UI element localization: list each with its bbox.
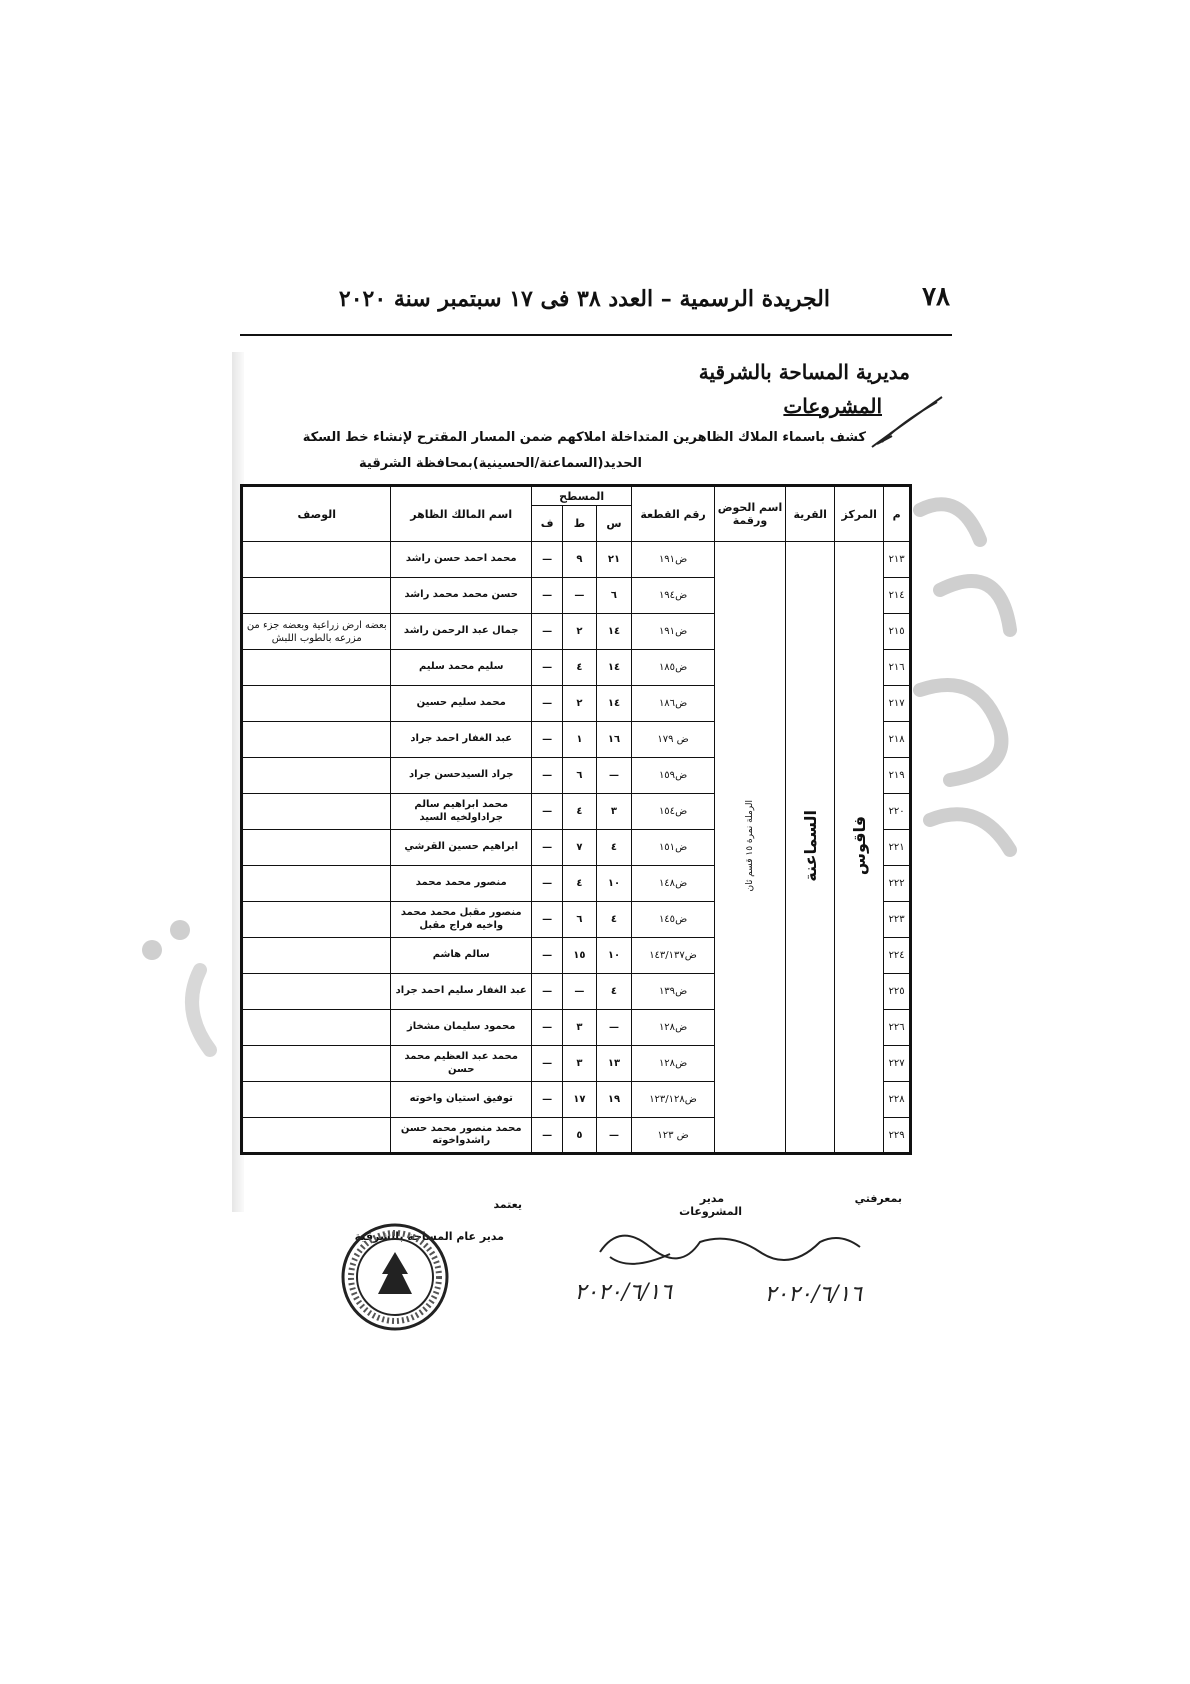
cell-description bbox=[242, 1010, 391, 1046]
cell-plot: ض١٣٩ bbox=[632, 974, 715, 1010]
cell-plot: ض١٤٣/١٣٧ bbox=[632, 938, 715, 974]
cell-owner: توفيق استيان واخوته bbox=[391, 1082, 531, 1118]
header-feddan: ف bbox=[531, 506, 562, 542]
cell-description bbox=[242, 542, 391, 578]
cell-plot: ض١٥١ bbox=[632, 830, 715, 866]
cell-sahm: ٣ bbox=[596, 794, 632, 830]
header-qirat: ط bbox=[563, 506, 596, 542]
cell-feddan: — bbox=[531, 938, 562, 974]
cell-no: ٢٢٥ bbox=[884, 974, 911, 1010]
cell-description bbox=[242, 830, 391, 866]
signature-approved bbox=[493, 1198, 522, 1211]
cell-no: ٢٢٧ bbox=[884, 1046, 911, 1082]
cell-no: ٢٢٠ bbox=[884, 794, 911, 830]
cell-no: ٢١٤ bbox=[884, 578, 911, 614]
cell-sahm: ١٤ bbox=[596, 686, 632, 722]
cell-owner: محمد عبد العظيم محمد حسن bbox=[391, 1046, 531, 1082]
watermark-graphic-left bbox=[140, 900, 220, 1060]
cell-plot: ض١٩١ bbox=[632, 614, 715, 650]
cell-sahm: ١٤ bbox=[596, 650, 632, 686]
cell-feddan: — bbox=[531, 1010, 562, 1046]
cell-no: ٢١٧ bbox=[884, 686, 911, 722]
cell-plot: ض ١٢٣ bbox=[632, 1118, 715, 1154]
cell-feddan: — bbox=[531, 974, 562, 1010]
cell-plot: ض١٢٨ bbox=[632, 1010, 715, 1046]
cell-qirat: ٤ bbox=[563, 650, 596, 686]
cell-description bbox=[242, 650, 391, 686]
cell-sahm: ١٦ bbox=[596, 722, 632, 758]
cell-description bbox=[242, 794, 391, 830]
cell-owner: منصور محمد محمد bbox=[391, 866, 531, 902]
cell-feddan: — bbox=[531, 578, 562, 614]
cell-no: ٢٢٢ bbox=[884, 866, 911, 902]
cell-description bbox=[242, 686, 391, 722]
cell-qirat: — bbox=[563, 578, 596, 614]
center-value: فاقوس bbox=[849, 815, 869, 876]
cell-owner: جمال عبد الرحمن راشد bbox=[391, 614, 531, 650]
cell-no: ٢٢٨ bbox=[884, 1082, 911, 1118]
cell-plot: ض١٥٩ bbox=[632, 758, 715, 794]
basin-value: الرملة نمرة ١٥ قسم ثان bbox=[744, 799, 755, 892]
cell-feddan: — bbox=[531, 758, 562, 794]
cell-feddan: — bbox=[531, 830, 562, 866]
cell-description bbox=[242, 722, 391, 758]
handwritten-signature bbox=[590, 1212, 870, 1282]
cell-sahm: ٤ bbox=[596, 830, 632, 866]
cell-no: ٢١٨ bbox=[884, 722, 911, 758]
cell-owner: سالم هاشم bbox=[391, 938, 531, 974]
cell-center bbox=[835, 542, 884, 1154]
cell-qirat: ٣ bbox=[563, 1010, 596, 1046]
cell-plot: ض١٩٤ bbox=[632, 578, 715, 614]
cell-qirat: ٤ bbox=[563, 866, 596, 902]
cell-owner: محمد احمد حسن راشد bbox=[391, 542, 531, 578]
cell-no: ٢١٥ bbox=[884, 614, 911, 650]
cell-sahm: — bbox=[596, 1010, 632, 1046]
cell-sahm: ٤ bbox=[596, 902, 632, 938]
cell-description bbox=[242, 1082, 391, 1118]
header-no: م bbox=[884, 486, 911, 542]
cell-owner: محمود سليمان مشخاز bbox=[391, 1010, 531, 1046]
header-owner: اسم المالك الظاهر bbox=[391, 486, 531, 542]
cell-no: ٢١٦ bbox=[884, 650, 911, 686]
cell-no: ٢٢٣ bbox=[884, 902, 911, 938]
cell-plot: ض١٩١ bbox=[632, 542, 715, 578]
label-projects-manager: مدير المشروعات bbox=[679, 1192, 742, 1218]
cell-owner: حسن محمد محمد راشد bbox=[391, 578, 531, 614]
cell-qirat: ٦ bbox=[563, 902, 596, 938]
cell-plot: ض١٤٥ bbox=[632, 902, 715, 938]
cell-qirat: ٤ bbox=[563, 794, 596, 830]
cell-description bbox=[242, 758, 391, 794]
cell-qirat: ١٥ bbox=[563, 938, 596, 974]
cell-description bbox=[242, 938, 391, 974]
cell-sahm: ١٤ bbox=[596, 614, 632, 650]
cell-sahm: ٦ bbox=[596, 578, 632, 614]
cell-description: بعضه ارض زراعية وبعضه جزء من مزرعه بالطوب اللبش bbox=[242, 614, 391, 650]
cell-qirat: ٢ bbox=[563, 614, 596, 650]
cell-sahm: ١٣ bbox=[596, 1046, 632, 1082]
label-by-knowledge: بمعرفتي bbox=[854, 1192, 902, 1205]
header-divider bbox=[240, 334, 952, 336]
cell-feddan: — bbox=[531, 542, 562, 578]
cell-plot: ض١٨٦ bbox=[632, 686, 715, 722]
cell-description bbox=[242, 866, 391, 902]
cell-no: ٢١٩ bbox=[884, 758, 911, 794]
cell-feddan: — bbox=[531, 1082, 562, 1118]
pen-scribble-icon bbox=[862, 392, 952, 452]
cell-feddan: — bbox=[531, 686, 562, 722]
cell-qirat: ١ bbox=[563, 722, 596, 758]
cell-sahm: ٢١ bbox=[596, 542, 632, 578]
cell-sahm: ١٠ bbox=[596, 938, 632, 974]
official-seal-icon bbox=[340, 1222, 450, 1332]
signature-date-2: ٢٠٢٠/٦/١٦ bbox=[574, 1280, 672, 1305]
cell-qirat: ١٧ bbox=[563, 1082, 596, 1118]
cell-owner: جراد السيدحسن جراد bbox=[391, 758, 531, 794]
header-center: المركز bbox=[835, 486, 884, 542]
page-number: ٧٨ bbox=[922, 282, 950, 312]
cell-description bbox=[242, 974, 391, 1010]
cell-no: ٢٢٦ bbox=[884, 1010, 911, 1046]
cell-sahm: ١٠ bbox=[596, 866, 632, 902]
signature-date-1: ٢٠٢٠/٦/١٦ bbox=[764, 1282, 862, 1307]
cell-owner: محمد ابراهيم سالم جراداولخيه السيد bbox=[391, 794, 531, 830]
label-general-manager: مدير عام المساحة بالشرقية bbox=[354, 1230, 504, 1243]
header-village: القرية bbox=[786, 486, 835, 542]
cell-feddan: — bbox=[531, 650, 562, 686]
cell-qirat: ٩ bbox=[563, 542, 596, 578]
cell-plot: ض ١٧٩ bbox=[632, 722, 715, 758]
cell-feddan: — bbox=[531, 722, 562, 758]
cell-village bbox=[786, 542, 835, 1154]
cell-feddan: — bbox=[531, 866, 562, 902]
section-name: المشروعات bbox=[783, 394, 882, 418]
header-basin: اسم الحوض ورقمة bbox=[714, 486, 785, 542]
department-name: مديرية المساحة بالشرقية bbox=[698, 360, 910, 384]
cell-no: ٢٢٩ bbox=[884, 1118, 911, 1154]
description-line-2: الحديد(السماعنة/الحسينية)بمحافظة الشرقية bbox=[359, 456, 642, 471]
signature-by-knowledge bbox=[855, 1192, 902, 1205]
cell-feddan: — bbox=[531, 1118, 562, 1154]
cell-sahm: — bbox=[596, 758, 632, 794]
header-area: المسطح bbox=[531, 486, 631, 506]
cell-qirat: ٧ bbox=[563, 830, 596, 866]
label-approved: يعتمد bbox=[493, 1198, 522, 1211]
cell-owner: منصور مقبل محمد محمد واخيه فراج مقبل bbox=[391, 902, 531, 938]
cell-plot: ض١٢٣/١٢٨ bbox=[632, 1082, 715, 1118]
header-plot: رقم القطعة bbox=[632, 486, 715, 542]
cell-feddan: — bbox=[531, 1046, 562, 1082]
cell-feddan: — bbox=[531, 902, 562, 938]
gazette-title: الجريدة الرسمية – العدد ٣٨ فى ١٧ سبتمبر سنة ٢٠٢٠ bbox=[338, 286, 830, 312]
cell-qirat: ٣ bbox=[563, 1046, 596, 1082]
cell-feddan: — bbox=[531, 794, 562, 830]
cell-owner: عبد الغفار سليم احمد جراد bbox=[391, 974, 531, 1010]
table-row bbox=[242, 542, 911, 578]
cell-owner: ابراهيم حسين القرشي bbox=[391, 830, 531, 866]
cell-owner: محمد منصور محمد حسن راشدواخوته bbox=[391, 1118, 531, 1154]
cell-qirat: ٥ bbox=[563, 1118, 596, 1154]
cell-sahm: — bbox=[596, 1118, 632, 1154]
village-value: السماعنة bbox=[800, 809, 820, 882]
cell-qirat: ٢ bbox=[563, 686, 596, 722]
cell-description bbox=[242, 902, 391, 938]
cell-plot: ض١٢٨ bbox=[632, 1046, 715, 1082]
cell-no: ٢١٣ bbox=[884, 542, 911, 578]
cell-sahm: ١٩ bbox=[596, 1082, 632, 1118]
owners-table bbox=[240, 484, 912, 1155]
description-line-1: كشف باسماء الملاك الظاهرين المتداخلة املاكهم ضمن المسار المقترح لإنشاء خط السكة bbox=[302, 430, 866, 445]
cell-no: ٢٢١ bbox=[884, 830, 911, 866]
cell-feddan: — bbox=[531, 614, 562, 650]
cell-qirat: — bbox=[563, 974, 596, 1010]
cell-owner: عبد الغفار احمد جراد bbox=[391, 722, 531, 758]
cell-owner: سليم محمد سليم bbox=[391, 650, 531, 686]
cell-qirat: ٦ bbox=[563, 758, 596, 794]
cell-description bbox=[242, 578, 391, 614]
cell-plot: ض١٤٨ bbox=[632, 866, 715, 902]
cell-description bbox=[242, 1118, 391, 1154]
cell-owner: محمد سليم حسين bbox=[391, 686, 531, 722]
cell-basin bbox=[714, 542, 785, 1154]
header-sahm: س bbox=[596, 506, 632, 542]
header-description: الوصف bbox=[242, 486, 391, 542]
cell-sahm: ٤ bbox=[596, 974, 632, 1010]
cell-plot: ض١٨٥ bbox=[632, 650, 715, 686]
cell-description bbox=[242, 1046, 391, 1082]
scanned-document bbox=[240, 352, 952, 1412]
cell-no: ٢٢٤ bbox=[884, 938, 911, 974]
cell-plot: ض١٥٤ bbox=[632, 794, 715, 830]
